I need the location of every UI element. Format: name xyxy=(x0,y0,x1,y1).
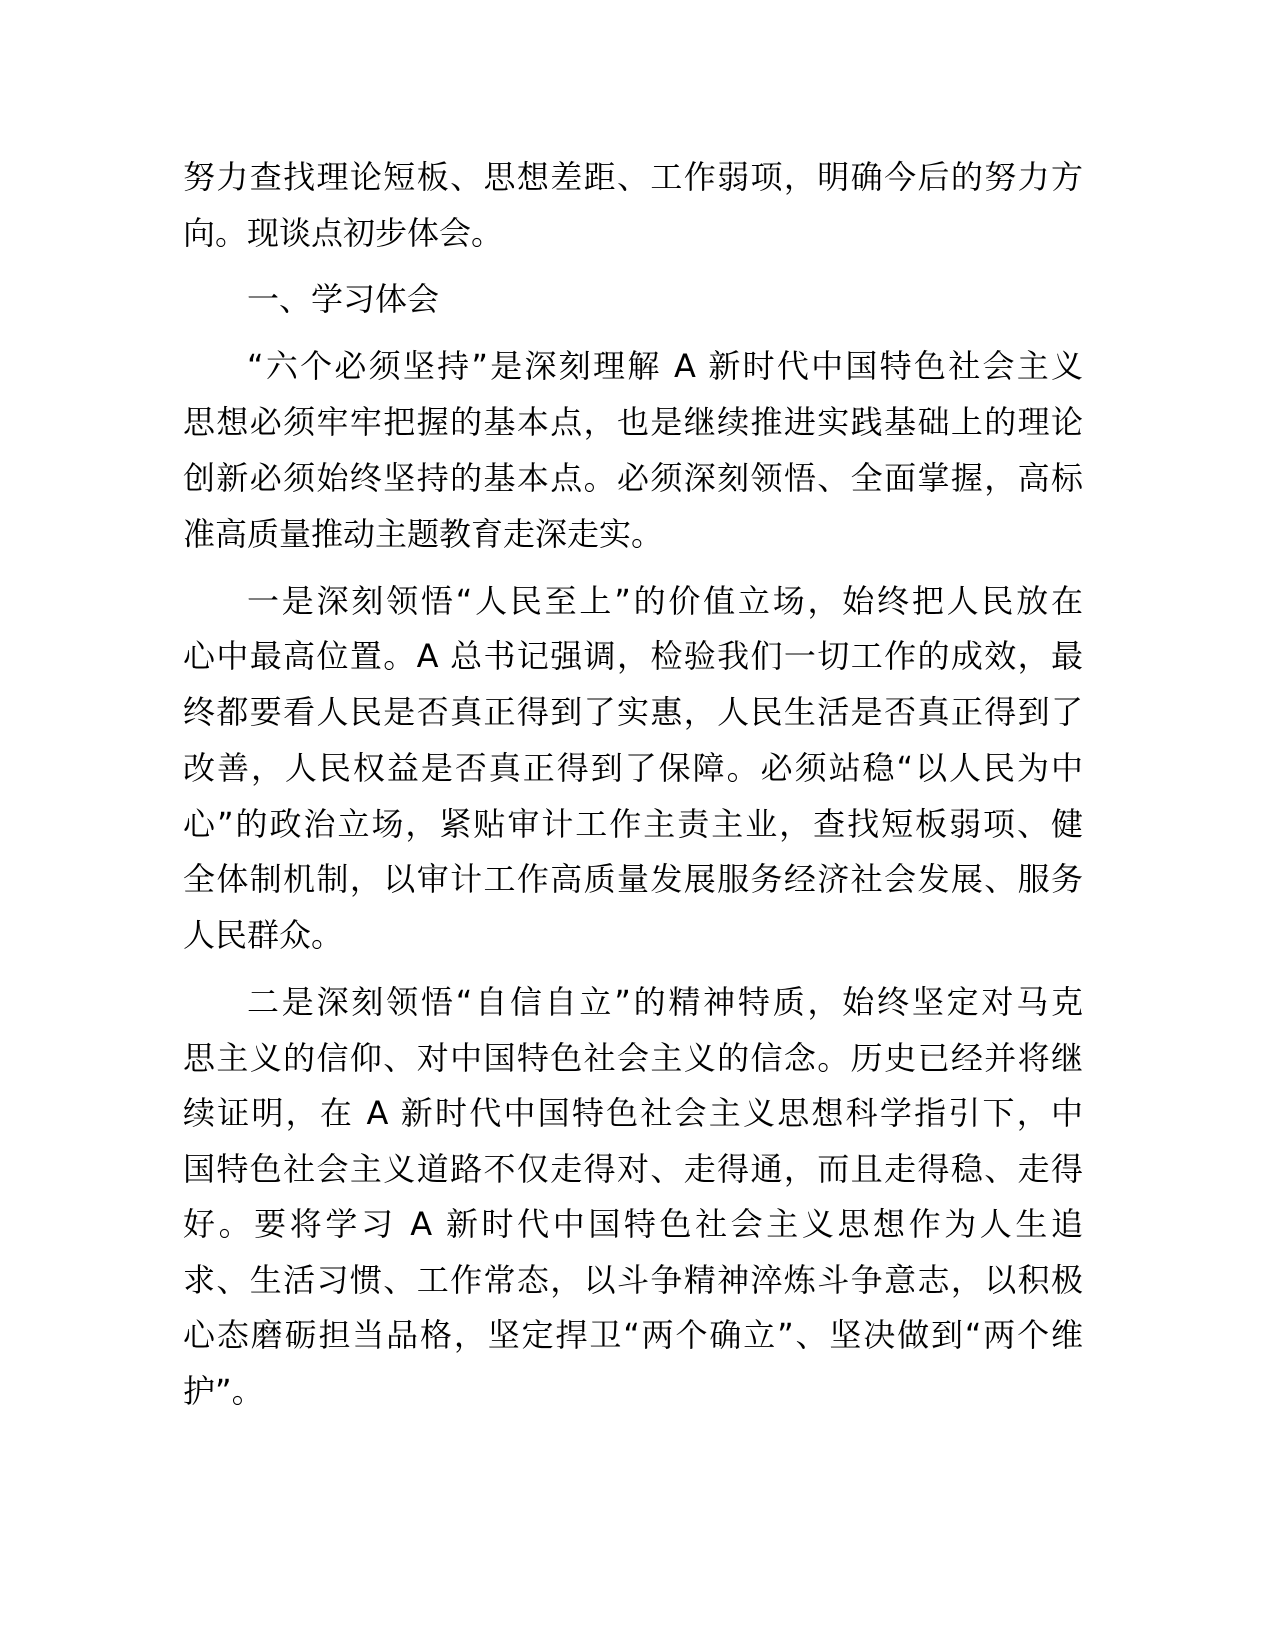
body-line: 创新必须始终坚持的基本点。必须深刻领悟、全面掌握，高标 xyxy=(183,459,1083,497)
body-line: 努力查找理论短板、思想差距、工作弱项，明确今后的努力方 xyxy=(183,158,1083,196)
body-line: 好。要将学习 A 新时代中国特色社会主义思想作为人生追 xyxy=(183,1205,1083,1243)
body-line: 人民群众。 xyxy=(183,916,344,954)
body-line: 准高质量推动主题教育走深走实。 xyxy=(183,515,664,553)
body-line: 思主义的信仰、对中国特色社会主义的信念。历史已经并将继 xyxy=(183,1039,1083,1077)
body-line: 心中最高位置。A 总书记强调，检验我们一切工作的成效，最 xyxy=(183,637,1083,675)
section-heading: 一、学习体会 xyxy=(247,280,440,318)
body-line: 国特色社会主义道路不仅走得对、走得通，而且走得稳、走得 xyxy=(183,1150,1083,1188)
body-line: 求、生活习惯、工作常态，以斗争精神淬炼斗争意志，以积极 xyxy=(183,1261,1083,1299)
body-line: 续证明，在 A 新时代中国特色社会主义思想科学指引下，中 xyxy=(183,1094,1083,1132)
body-line: 全体制机制，以审计工作高质量发展服务经济社会发展、服务 xyxy=(183,860,1083,898)
body-line: 心态磨砺担当品格，坚定捍卫“两个确立”、坚决做到“两个维 xyxy=(183,1316,1083,1354)
body-line: 向。现谈点初步体会。 xyxy=(183,214,504,252)
body-line: 思想必须牢牢把握的基本点，也是继续推进实践基础上的理论 xyxy=(183,403,1083,441)
body-line: 心”的政治立场，紧贴审计工作主责主业，查找短板弱项、健 xyxy=(183,805,1083,843)
body-line: 改善，人民权益是否真正得到了保障。必须站稳“以人民为中 xyxy=(183,749,1083,787)
body-line: “六个必须坚持”是深刻理解 A 新时代中国特色社会主义 xyxy=(247,347,1083,385)
body-line: 终都要看人民是否真正得到了实惠，人民生活是否真正得到了 xyxy=(183,693,1083,731)
body-line: 二是深刻领悟“自信自立”的精神特质，始终坚定对马克 xyxy=(247,983,1083,1021)
body-line: 一是深刻领悟“人民至上”的价值立场，始终把人民放在 xyxy=(247,582,1083,620)
body-line: 护”。 xyxy=(183,1372,264,1410)
